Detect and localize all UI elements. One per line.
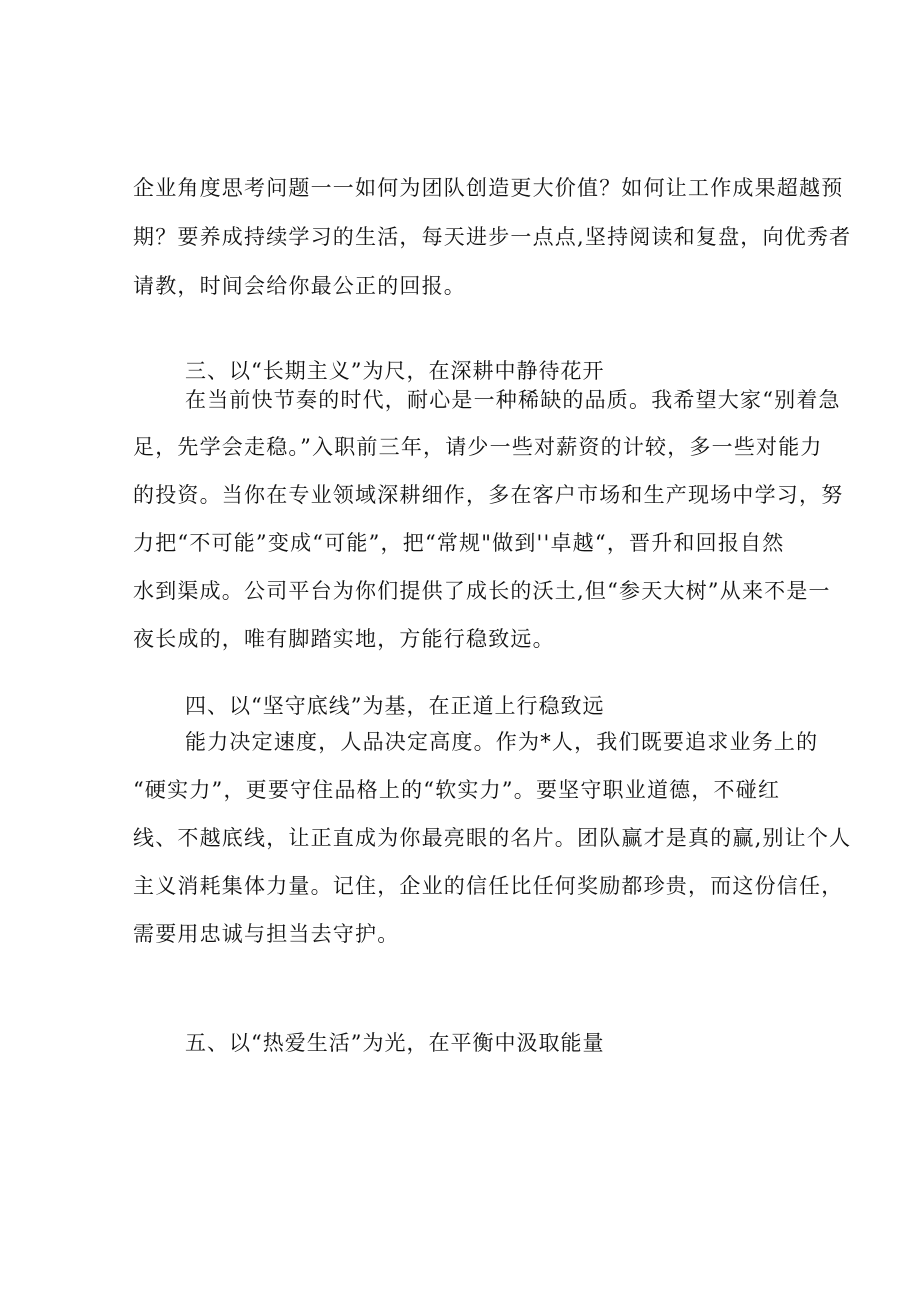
paragraph-line: 企业角度思考问题一一如何为团队创造更大价值？如何让工作成果超越预: [133, 176, 844, 200]
paragraph-line: 力把“不可能”变成“可能”，把“常规"做到''卓越“，晋升和回报自然: [133, 531, 785, 555]
paragraph-line: 在当前快节奏的时代，耐心是一种稀缺的品质。我希望大家“别着急: [185, 388, 841, 412]
section-heading-4: 四、以“坚守底线”为基，在正道上行稳致远: [185, 694, 605, 718]
paragraph-line: 请教，时间会给你最公正的回报。: [133, 274, 466, 298]
paragraph-line: 主义消耗集体力量。记住，企业的信任比任何奖励都珍贵，而这份信任，: [133, 874, 844, 898]
paragraph-line: 夜长成的，唯有脚踏实地，方能行稳致远。: [133, 627, 555, 651]
paragraph-line: “硬实力”，更要守住品格上的“软实力”。要坚守职业道德，不碰红: [133, 778, 781, 802]
paragraph-line: 的投资。当你在专业领域深耕细作，多在客户市场和生产现场中学习，努: [133, 483, 844, 507]
paragraph-line: 需要用忠诚与担当去守护。: [133, 922, 400, 946]
paragraph-line: 线、不越底线，让正直成为你最亮眼的名片。团队赢才是真的赢,别让个人: [133, 826, 852, 850]
section-heading-3: 三、以“长期主义”为尺，在深耕中静待花开: [185, 359, 605, 383]
section-heading-5: 五、以“热爱生活”为光，在平衡中汲取能量: [185, 1031, 605, 1055]
paragraph-line: 水到渠成。公司平台为你们提供了成长的沃土,但“参天大树”从来不是一: [133, 579, 831, 603]
paragraph-line: 能力决定速度，人品决定高度。作为*人，我们既要追求业务上的: [185, 730, 819, 754]
paragraph-line: 期？要养成持续学习的生活，每天进步一点点,坚持阅读和复盘，向优秀者: [133, 225, 852, 249]
paragraph-line: 足，先学会走稳。”入职前三年，请少一些对薪资的计较，多一些对能力: [133, 435, 823, 459]
